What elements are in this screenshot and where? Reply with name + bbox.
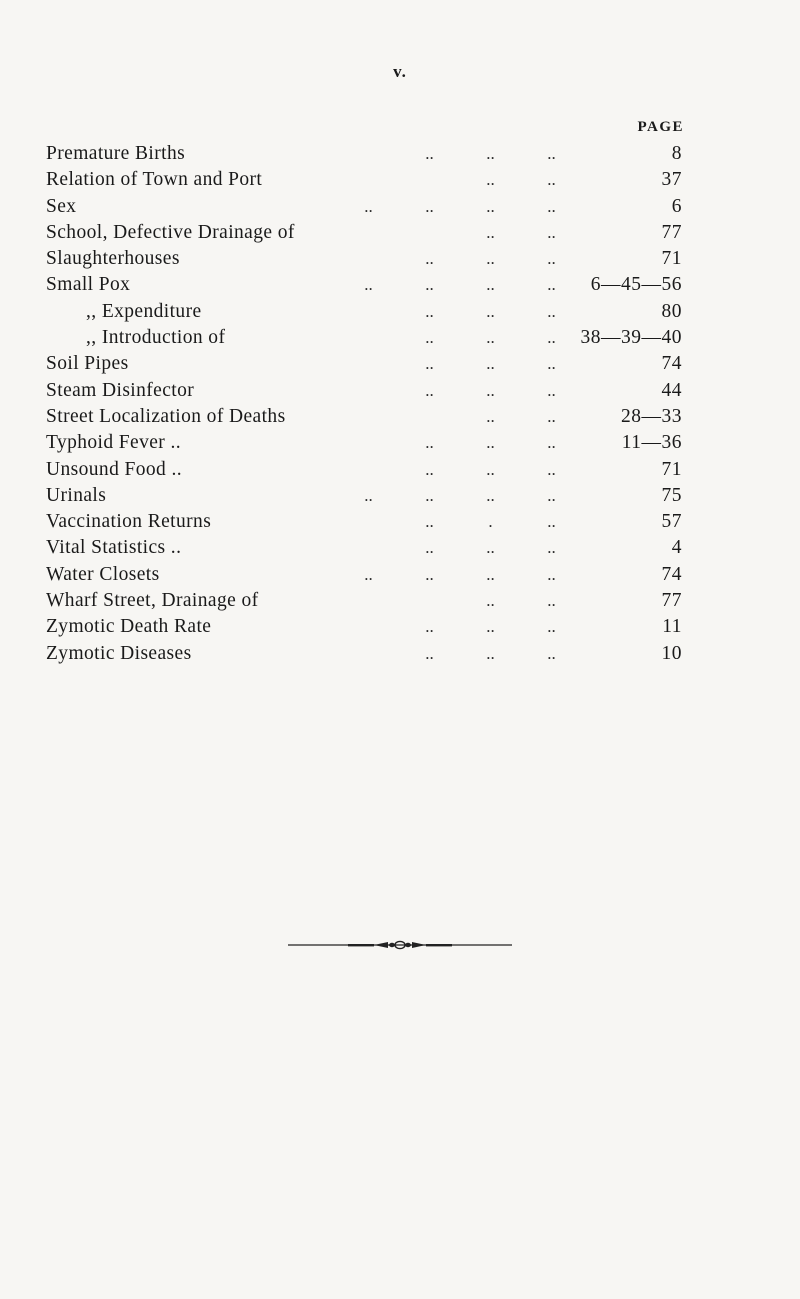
leader-dots: ..	[486, 170, 495, 190]
index-entry	[46, 351, 686, 377]
index-term: Relation of Town and Port	[46, 169, 263, 191]
index-term: Unsound Food ..	[46, 458, 183, 480]
dot-leaders	[338, 141, 582, 167]
index-entry	[46, 325, 686, 351]
leader-dots: ..	[425, 459, 434, 479]
leader-dots: ..	[425, 564, 434, 584]
page-number: v.	[393, 62, 407, 81]
index-entry	[46, 457, 686, 483]
dot-leaders	[338, 378, 582, 404]
leader-dots: ..	[364, 564, 373, 584]
leader-dots: ..	[486, 564, 495, 584]
index-page-ref: 38—39—40	[580, 327, 682, 349]
leader-dots: ..	[425, 354, 434, 374]
leader-dots: ..	[547, 512, 556, 532]
leader-dots: ..	[547, 643, 556, 663]
index-entry	[46, 588, 686, 614]
leader-dots: ..	[486, 222, 495, 242]
index-term: ,, Introduction of	[86, 327, 226, 349]
index-entry	[46, 220, 686, 246]
index-entry	[46, 167, 686, 193]
leader-dots: ..	[364, 275, 373, 295]
dot-leaders	[338, 404, 582, 430]
leader-dots: ..	[486, 643, 495, 663]
leader-dots: ..	[486, 354, 495, 374]
index-term: Street Localization of Deaths	[46, 405, 286, 427]
index-page-ref: 37	[661, 169, 682, 191]
index-term: Typhoid Fever ..	[46, 432, 182, 454]
leader-dots: ..	[547, 564, 556, 584]
leader-dots: ..	[486, 380, 495, 400]
leader-dots: ..	[425, 275, 434, 295]
leader-dots: ..	[425, 249, 434, 269]
leader-dots: ..	[486, 328, 495, 348]
leader-dots: ..	[486, 301, 495, 321]
leader-dots: ..	[547, 485, 556, 505]
leader-dots: ..	[425, 380, 434, 400]
leader-dots: ..	[486, 485, 495, 505]
leader-dots: ..	[486, 433, 495, 453]
index-page-ref: 57	[661, 511, 682, 533]
leader-dots: ..	[547, 222, 556, 242]
dot-leaders	[338, 430, 582, 456]
index-term: Zymotic Diseases	[46, 642, 192, 664]
leader-dots: ..	[547, 380, 556, 400]
dot-leaders	[338, 325, 582, 351]
leader-dots: ..	[547, 275, 556, 295]
index-entry	[46, 141, 686, 167]
leader-dots: ..	[425, 433, 434, 453]
leader-dots: ..	[547, 617, 556, 637]
dot-leaders	[338, 614, 582, 640]
index-term: Vaccination Returns	[46, 511, 212, 533]
leader-dots: ..	[486, 249, 495, 269]
dot-leaders	[338, 220, 582, 246]
index-page-ref: 71	[661, 458, 682, 480]
dot-leaders	[338, 194, 582, 220]
leader-dots: ..	[486, 144, 495, 163]
leader-dots: ..	[547, 170, 556, 190]
index-term: Slaughterhouses	[46, 248, 180, 270]
leader-dots: ..	[364, 485, 373, 505]
leader-dots: ..	[547, 354, 556, 374]
index-entry	[46, 272, 686, 298]
leader-dots: ..	[547, 328, 556, 348]
index-term: ,, Expenditure	[86, 300, 202, 322]
index-entry	[46, 404, 686, 430]
dot-leaders	[338, 483, 582, 509]
leader-dots: ..	[547, 591, 556, 611]
index-entry	[46, 378, 686, 404]
index-entry	[46, 641, 686, 667]
leader-dots: ..	[364, 196, 373, 216]
index-page-ref: 74	[661, 563, 682, 585]
leader-dots: ..	[486, 406, 495, 426]
index-page-ref: 11	[662, 616, 682, 638]
leader-dots: ..	[425, 144, 434, 163]
leader-dots: ..	[547, 433, 556, 453]
index-list	[46, 141, 686, 667]
dot-leaders	[338, 457, 582, 483]
index-page-ref: 77	[661, 221, 682, 243]
index-page-ref: 77	[661, 590, 682, 612]
index-entry	[46, 614, 686, 640]
leader-dots: ..	[486, 275, 495, 295]
index-entry	[46, 562, 686, 588]
leader-dots: ..	[547, 459, 556, 479]
page-column-header: PAGE	[637, 119, 684, 135]
leader-dots: ..	[547, 249, 556, 269]
index-term: Soil Pipes	[46, 353, 129, 375]
leader-dots: ..	[425, 485, 434, 505]
index-entry	[46, 509, 686, 535]
leader-dots: ..	[547, 144, 556, 163]
leader-dots: ..	[425, 617, 434, 637]
leader-dots: ..	[547, 538, 556, 558]
dot-leaders	[338, 588, 582, 614]
index-entry	[46, 299, 686, 325]
dot-leaders	[338, 351, 582, 377]
leader-dots: ..	[425, 538, 434, 558]
index-page-ref: 10	[661, 642, 682, 664]
index-page-ref: 8	[671, 143, 682, 164]
index-page-ref: 74	[661, 353, 682, 375]
index-page-ref: 6—45—56	[590, 274, 682, 296]
leader-dots: ..	[425, 301, 434, 321]
index-page-ref: 44	[661, 379, 682, 401]
dot-leaders	[338, 246, 582, 272]
index-page-ref: 11—36	[621, 432, 682, 454]
index-page-ref: 4	[671, 537, 682, 559]
leader-dots: ..	[486, 617, 495, 637]
leader-dots: .	[488, 512, 493, 532]
leader-dots: ..	[486, 459, 495, 479]
index-entry	[46, 483, 686, 509]
index-term: Premature Births	[46, 143, 186, 164]
leader-dots: ..	[425, 328, 434, 348]
index-page-ref: 80	[661, 300, 682, 322]
leader-dots: ..	[425, 643, 434, 663]
index-term: School, Defective Drainage of	[46, 221, 295, 243]
leader-dots: ..	[547, 301, 556, 321]
index-entry	[46, 535, 686, 561]
index-page-ref: 75	[661, 484, 682, 506]
index-page-ref: 6	[671, 195, 682, 217]
leader-dots: ..	[486, 538, 495, 558]
dot-leaders	[338, 641, 582, 667]
dot-leaders	[338, 167, 582, 193]
index-term: Small Pox	[46, 274, 131, 296]
dot-leaders	[338, 562, 582, 588]
index-entry	[46, 246, 686, 272]
ornament-divider-icon	[288, 937, 512, 951]
leader-dots: ..	[486, 591, 495, 611]
leader-dots: ..	[486, 196, 495, 216]
index-term: Steam Disinfector	[46, 379, 195, 401]
leader-dots: ..	[547, 406, 556, 426]
index-page-ref: 71	[661, 248, 682, 270]
index-entry	[46, 194, 686, 220]
leader-dots: ..	[425, 196, 434, 216]
index-page-ref: 28—33	[621, 405, 682, 427]
dot-leaders	[338, 509, 582, 535]
leader-dots: ..	[547, 196, 556, 216]
index-term: Urinals	[46, 484, 107, 506]
leader-dots: ..	[425, 512, 434, 532]
index-term: Zymotic Death Rate	[46, 616, 212, 638]
index-term: Sex	[46, 195, 77, 217]
index-term: Water Closets	[46, 563, 160, 585]
dot-leaders	[338, 299, 582, 325]
index-term: Vital Statistics ..	[46, 537, 182, 559]
dot-leaders	[338, 272, 582, 298]
index-entry	[46, 430, 686, 456]
index-term: Wharf Street, Drainage of	[46, 590, 259, 612]
dot-leaders	[338, 535, 582, 561]
